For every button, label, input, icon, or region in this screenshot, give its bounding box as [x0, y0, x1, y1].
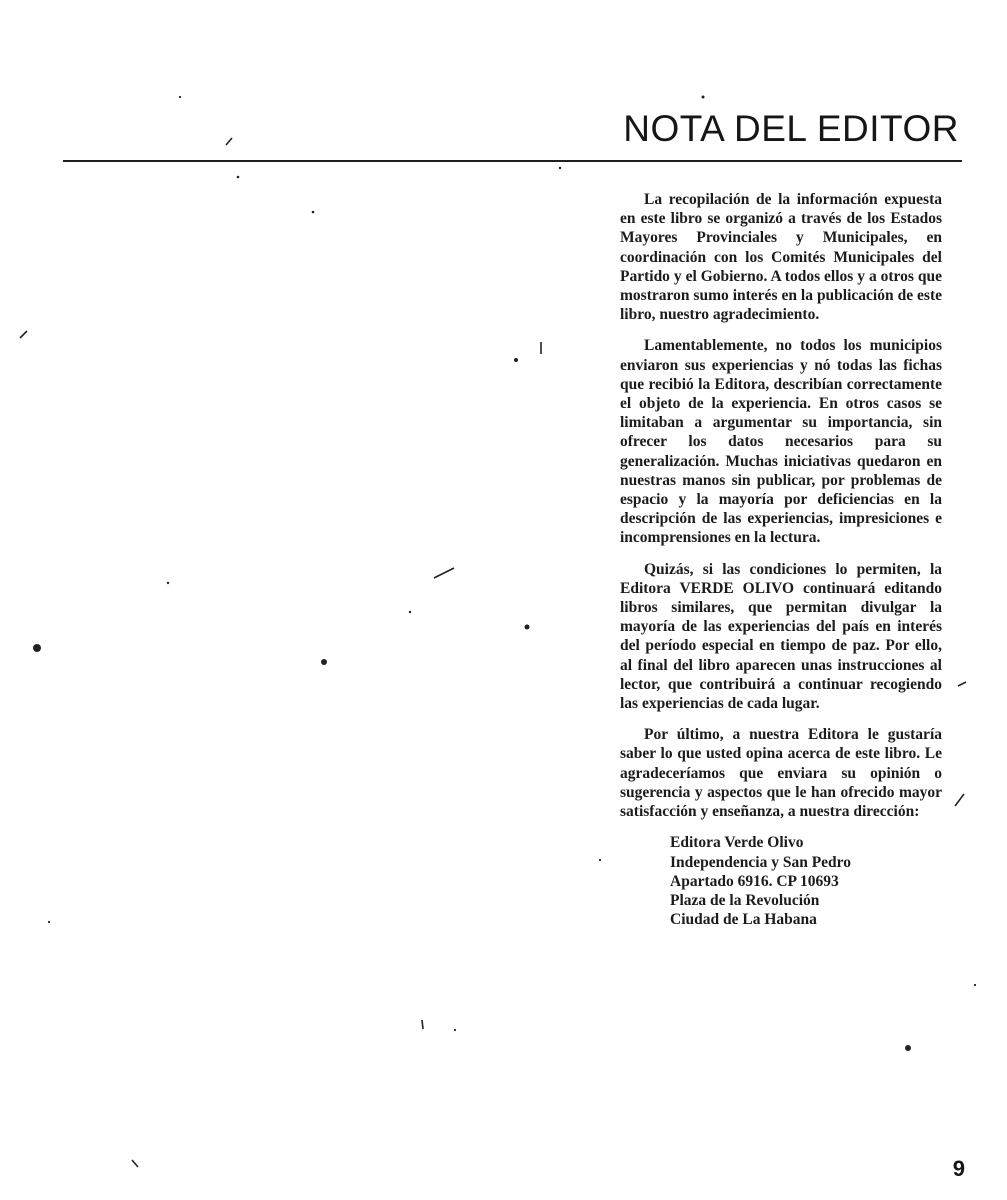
page-number: 9 — [952, 1156, 965, 1181]
paragraph: Quizás, si las condiciones lo permiten, la Editora VERDE OLIVO continuará editando libros similares, que permitan divulgar la mayoría de las experiencias del país en interés del período especial en tiempo de paz. Por ello, al final del libro aparecen unas instrucciones al lector, que contribuirá a continuar recogiendo las experiencias de cada lugar. — [620, 560, 942, 713]
address-line: Editora Verde Olivo — [670, 834, 804, 852]
address-line: Apartado 6916. CP 10693 — [670, 872, 839, 890]
paragraph: La recopilación de la información expuesta en este libro se organizó a través de los Estados Mayores Provinciales y Municipales, en coordinación con los Comités Municipales del Partido y el Gobierno. A todos ellos y a otros que mostraron sumo interés en la publicación de este libro, nuestro agradecimiento. — [620, 191, 942, 324]
paragraph: Lamentablemente, no todos los municipios enviaron sus experiencias y nó todas las fichas que recibió la Editora, describían correctamente el objeto de la experiencia. En otros casos se limitaban a argumentar su importancia, sin ofrecer los datos necesarios para su generalización. Muchas iniciativas quedaron en nuestras manos sin publicar, por problemas de espacio y la mayoría por deficiencias en la descripción de las experiencias, impresiciones e incomprensiones en la lectura. — [620, 337, 942, 547]
mailing-address — [670, 833, 942, 929]
text-column — [620, 190, 942, 929]
address-line: Ciudad de La Habana — [670, 911, 817, 929]
paragraph: Por último, a nuestra Editora le gustaría saber lo que usted opina acerca de este libro. Le agradeceríamos que enviara su opinión o sugerencia y aspectos que le han ofrecido mayor satisfacción y enseñanza, a nuestra dirección: — [620, 726, 942, 821]
title-rule — [63, 160, 962, 162]
page-title: NOTA DEL EDITOR — [623, 108, 959, 149]
address-line: Independencia y San Pedro — [670, 853, 852, 871]
address-line: Plaza de la Revolución — [670, 891, 820, 909]
